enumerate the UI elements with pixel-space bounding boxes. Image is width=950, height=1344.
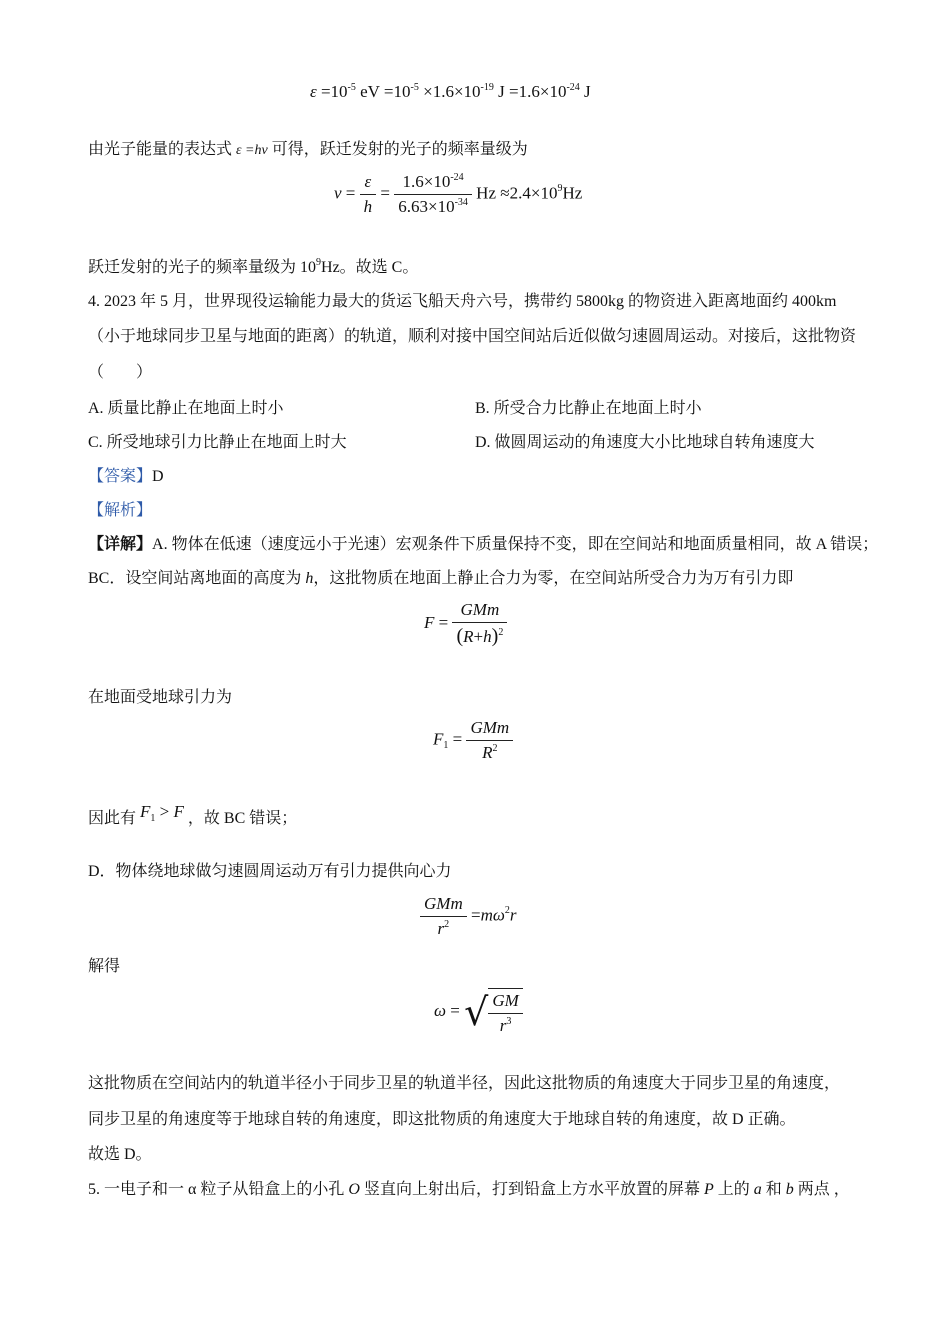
equation-photon-energy: $\varepsilon =10^{-5}$ eV $=10^{-5} \times 1.6\times 10^{-19}$ $J =1.6\times 10^{-24}$ J bbox=[310, 82, 591, 101]
answer-value: D bbox=[152, 468, 164, 485]
square-root: √ $\frac{GM}{r^3}$ bbox=[464, 988, 523, 1036]
paragraph-d-reason-2: 同步卫星的角速度等于地球自转的角速度，即这批物质的角速度大于地球自转的角速度，故 D 正确。 bbox=[88, 1111, 796, 1128]
equation-gravity-orbit: F = $\frac{\text{GMm}}{(R+h)^2}$ bbox=[424, 600, 507, 648]
option-a: A. 质量比静止在地面上时小 bbox=[88, 400, 284, 417]
answer-tag: 【答案】 bbox=[88, 468, 153, 485]
detail-line-a: 【详解】A. 物体在低速（速度远小于光速）宏观条件下质量保持不变，即在空间站和地面质量相同，故 A 错误； bbox=[88, 536, 879, 553]
fraction-eps-over-h: $\frac{\varepsilon}{h}$ bbox=[360, 172, 377, 217]
equation-omega: ω = √ $\frac{GM}{r^3}$ bbox=[434, 988, 523, 1036]
fraction-numeric: $\frac{1.6\times 10^{-24}}{6.63\times 10^{-34}}$ bbox=[394, 172, 472, 217]
question-4-line-1: 4. 2023 年 5 月，世界现役运输能力最大的货运飞船天舟六号，携带约 5800kg 的物资进入距离地面约 400km bbox=[88, 293, 837, 310]
paragraph-option-d: D．物体绕地球做匀速圆周运动万有引力提供向心力 bbox=[88, 863, 452, 880]
answer-line bbox=[88, 467, 164, 487]
paragraph-ground-gravity: 在地面受地球引力为 bbox=[88, 689, 233, 706]
equation-gravity-ground: $F_1$ = $\frac{\text{GMm}}{R^2}$ bbox=[433, 718, 513, 763]
option-c: C. 所受地球引力比静止在地面上时大 bbox=[88, 434, 347, 451]
paragraph-comparison: 因此有 $F_1 > F$ ，故 BC 错误； bbox=[88, 802, 298, 827]
equation-centripetal: $\frac{\text{GMm}}{r^2}$ $=m\omega^2r$ bbox=[420, 894, 516, 939]
option-b: B. 所受合力比静止在地面上时小 bbox=[475, 400, 702, 417]
paragraph-conclusion-c: 跃迁发射的光子的频率量级为 $10^9Hz$。故选 C。 bbox=[88, 257, 419, 276]
equation-frequency: ν = $\frac{\varepsilon}{h}$ = $\frac{1.6\times 10^{-24}}{6.63\times 10^{-34}}$ $Hz \approx 2.4\times 10^9Hz$ bbox=[334, 172, 583, 216]
question-4-blank: （ ） bbox=[88, 364, 153, 381]
question-4-line-2: （小于地球同步卫星与地面的距离）的轨道，顺利对接中国空间站后近似做匀速圆周运动。对接后，这批物资 bbox=[88, 328, 857, 345]
analysis-tag: 【解析】 bbox=[88, 502, 153, 519]
paragraph-choose-d: 故选 D。 bbox=[88, 1146, 152, 1163]
question-5-line-1: 5. 一电子和一 α 粒子从铅盒上的小孔 O 竖直向上射出后，打到铅盒上方水平放置的屏幕 P 上的 a 和 b 两点 ， bbox=[88, 1181, 850, 1198]
paragraph-d-reason-1: 这批物质在空间站内的轨道半径小于同步卫星的轨道半径，因此这批物质的角速度大于同步卫星的角速度， bbox=[88, 1075, 841, 1092]
paragraph-photon-frequency-intro: 由光子能量的表达式 ε =hν 可得，跃迁发射的光子的频率量级为 bbox=[88, 141, 528, 158]
option-d: D. 做圆周运动的角速度大小比地球自转角速度大 bbox=[475, 434, 815, 451]
detail-line-bc: BC．设空间站离地面的高度为 h，这批物质在地面上静止合力为零，在空间站所受合力为万有引力即 bbox=[88, 570, 794, 587]
paragraph-solve: 解得 bbox=[88, 958, 121, 975]
